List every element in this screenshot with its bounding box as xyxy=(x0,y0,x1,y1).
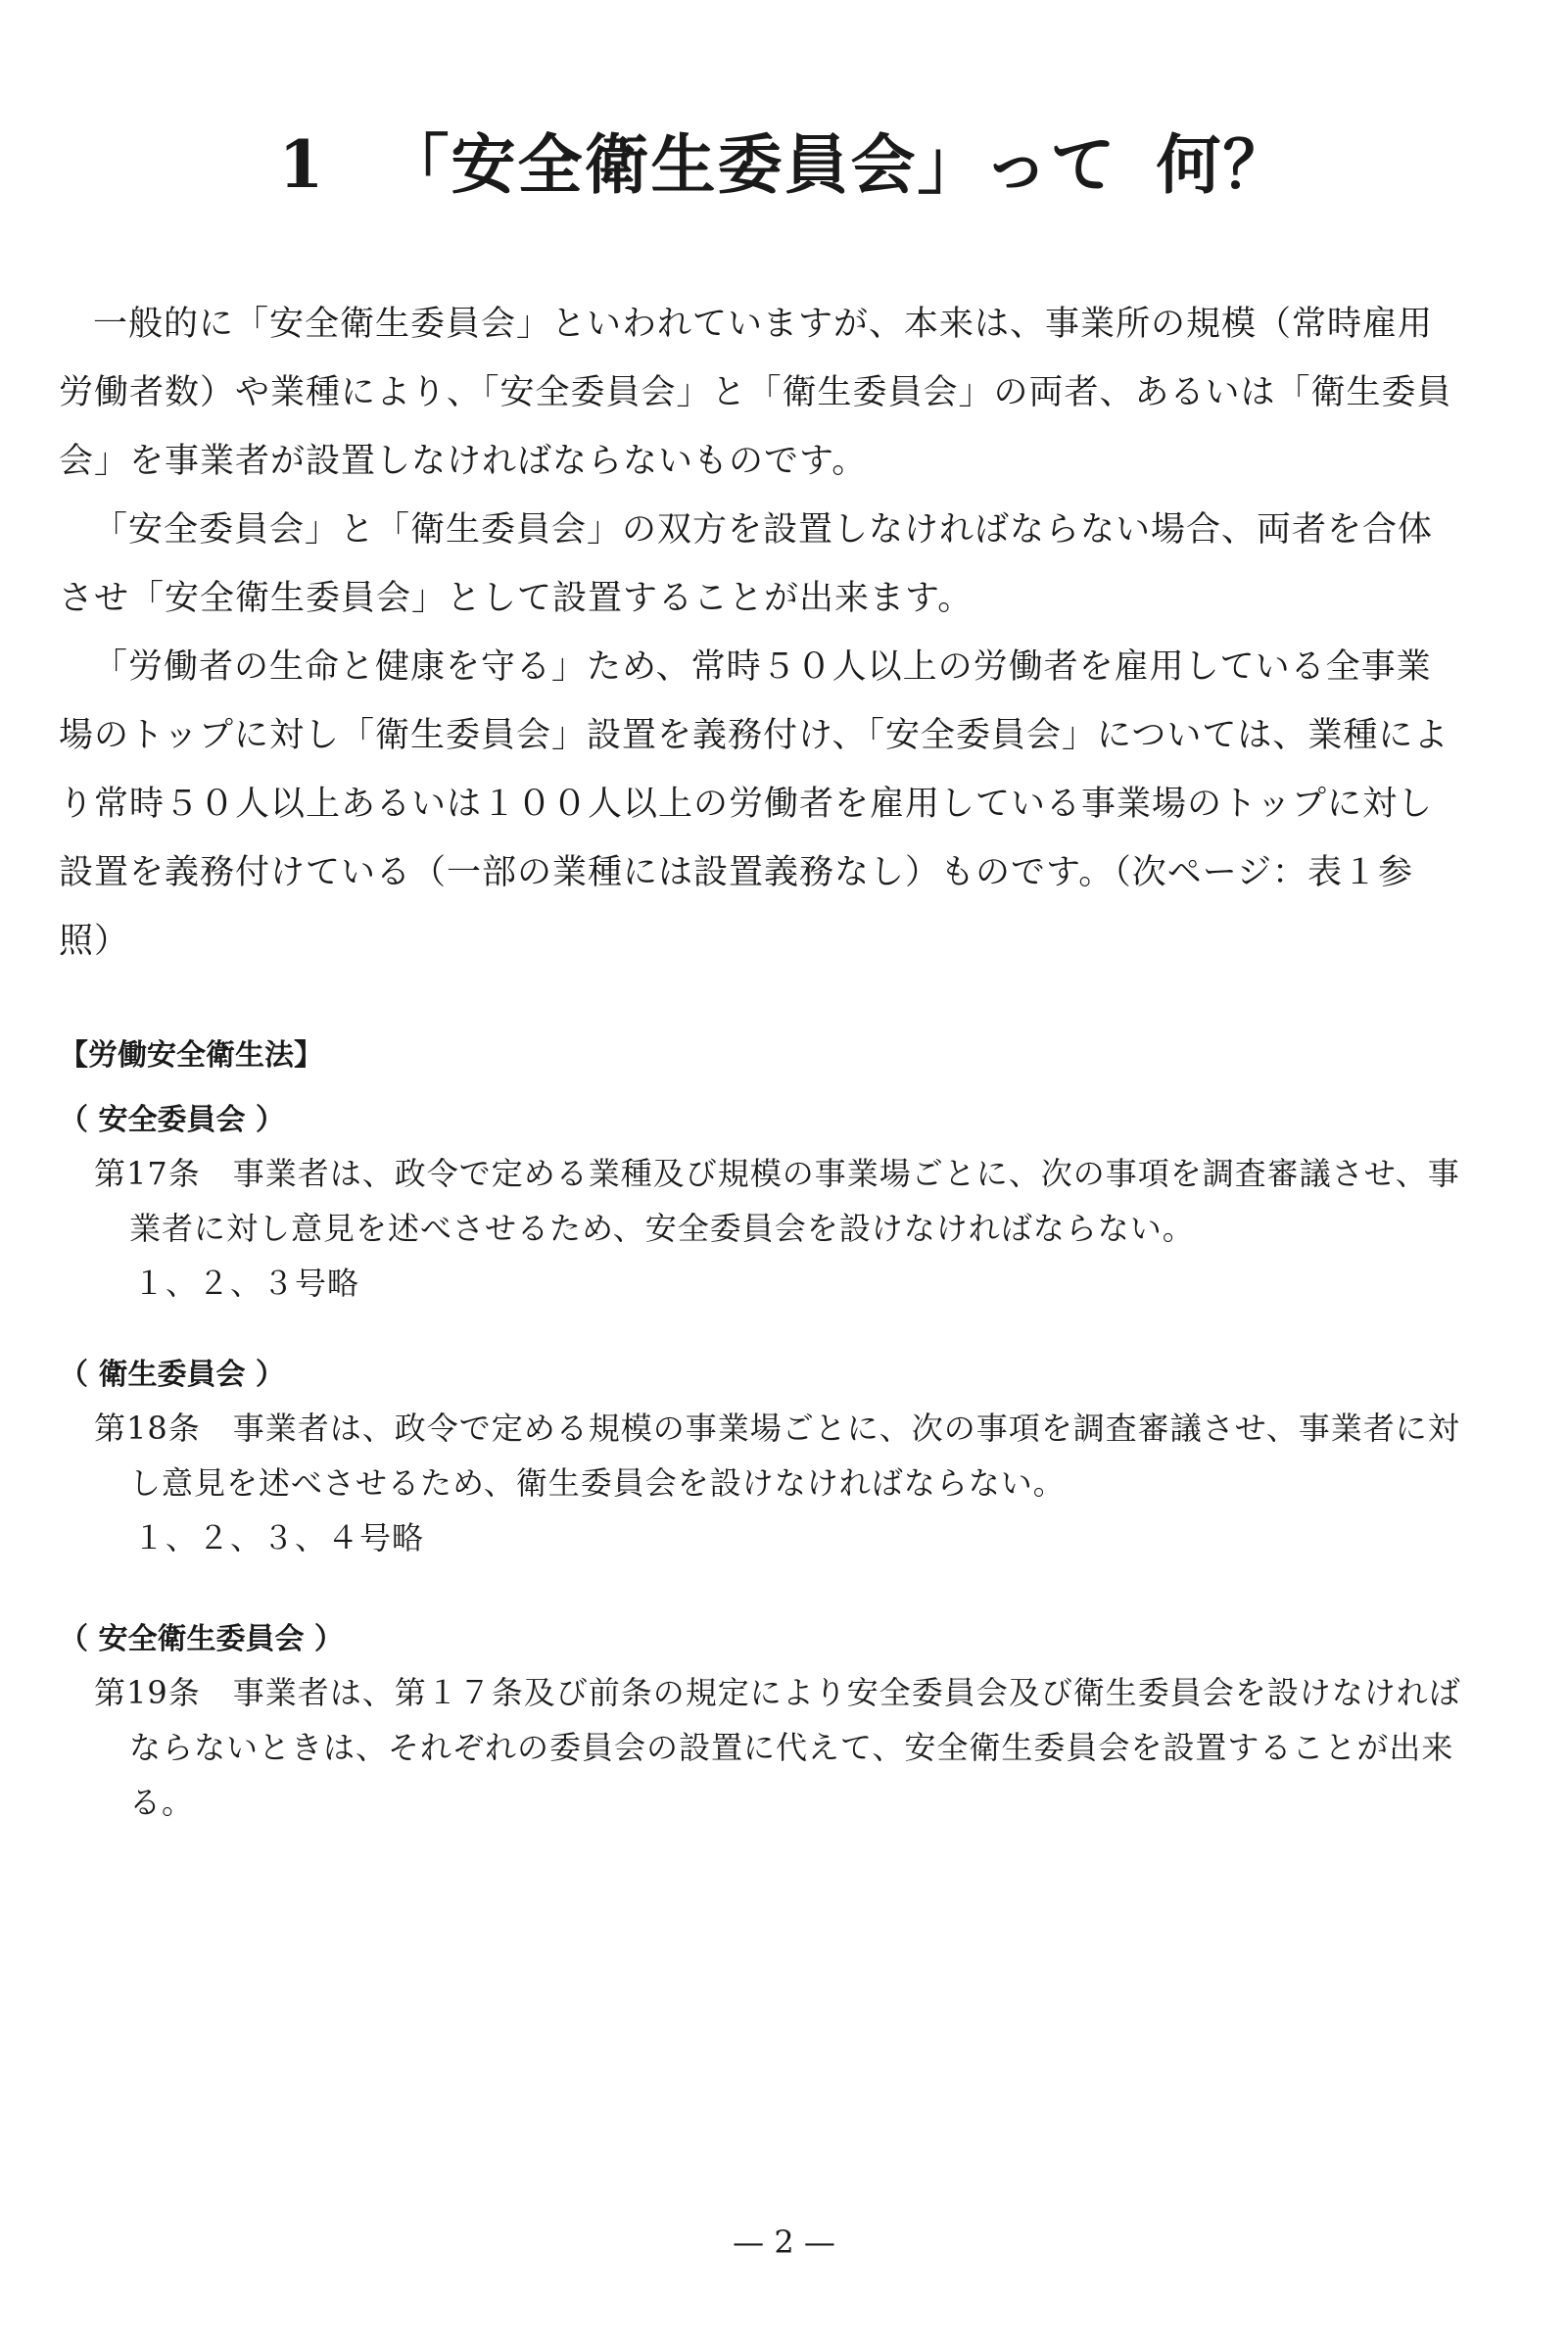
article-text: 第18条 事業者は、政令で定める規模の事業場ごとに、次の事項を調査審議させ、事業者に対し意見を述べさせるため、衛生委員会を設けなければならない。 xyxy=(94,1410,1460,1502)
section-safety-committee xyxy=(59,1095,1469,1311)
section-title: （ 安全委員会 ） xyxy=(59,1103,285,1137)
intro-paragraph: 「労働者の生命と健康を守る」ため、常時５０人以上の労働者を雇用している全事業場のトップに対し「衛生委員会」設置を義務付け、「安全委員会」については、業種により常時５０人以上あるいは１００人以上の労働者を雇用している事業場のトップに対し設置を義務付けている（一部の業種には設置義務なし）ものです。（次ページ：表１参照） xyxy=(59,647,1449,961)
intro-text xyxy=(59,290,1459,976)
section-title: （ 衛生委員会 ） xyxy=(59,1358,285,1392)
article-omitted: １、２、３号略 xyxy=(133,1265,360,1302)
page-number: — 2 — xyxy=(733,2224,835,2261)
intro-paragraph: 「安全委員会」と「衛生委員会」の双方を設置しなければならない場合、両者を合体させ「安全衛生委員会」として設置することが出来ます。 xyxy=(59,510,1434,618)
section-title: （ 安全衛生委員会 ） xyxy=(59,1622,344,1656)
article-text: 第17条 事業者は、政令で定める業種及び規模の事業場ごとに、次の事項を調査審議させ、事業者に対し意見を述べさせるため、安全委員会を設けなければならない。 xyxy=(94,1155,1460,1247)
title-text: 「安全衛生委員会」って xyxy=(384,126,1117,203)
intro-paragraph: 一般的に「安全衛生委員会」といわれていますが、本来は、事業所の規模（常時雇用労働者数）や業種により、「安全委員会」と「衛生委員会」の両者、あるいは「衛生委員会」を事業者が設置しなければならないものです。 xyxy=(59,305,1452,481)
law-heading: 【労働安全衛生法】 xyxy=(59,1038,323,1073)
article-text: 第19条 事業者は、第１７条及び前条の規定により安全委員会及び衛生委員会を設けなければならないときは、それぞれの委員会の設置に代えて、安全衛生委員会を設置することが出来る。 xyxy=(94,1674,1461,1821)
section-health-committee xyxy=(59,1350,1469,1565)
page-title xyxy=(0,113,1568,206)
title-number: 1 xyxy=(278,126,326,203)
section-safety-health-committee xyxy=(59,1614,1469,1830)
title-question: 何？ xyxy=(1156,126,1290,203)
article-omitted: １、２、３、４号略 xyxy=(133,1519,425,1556)
